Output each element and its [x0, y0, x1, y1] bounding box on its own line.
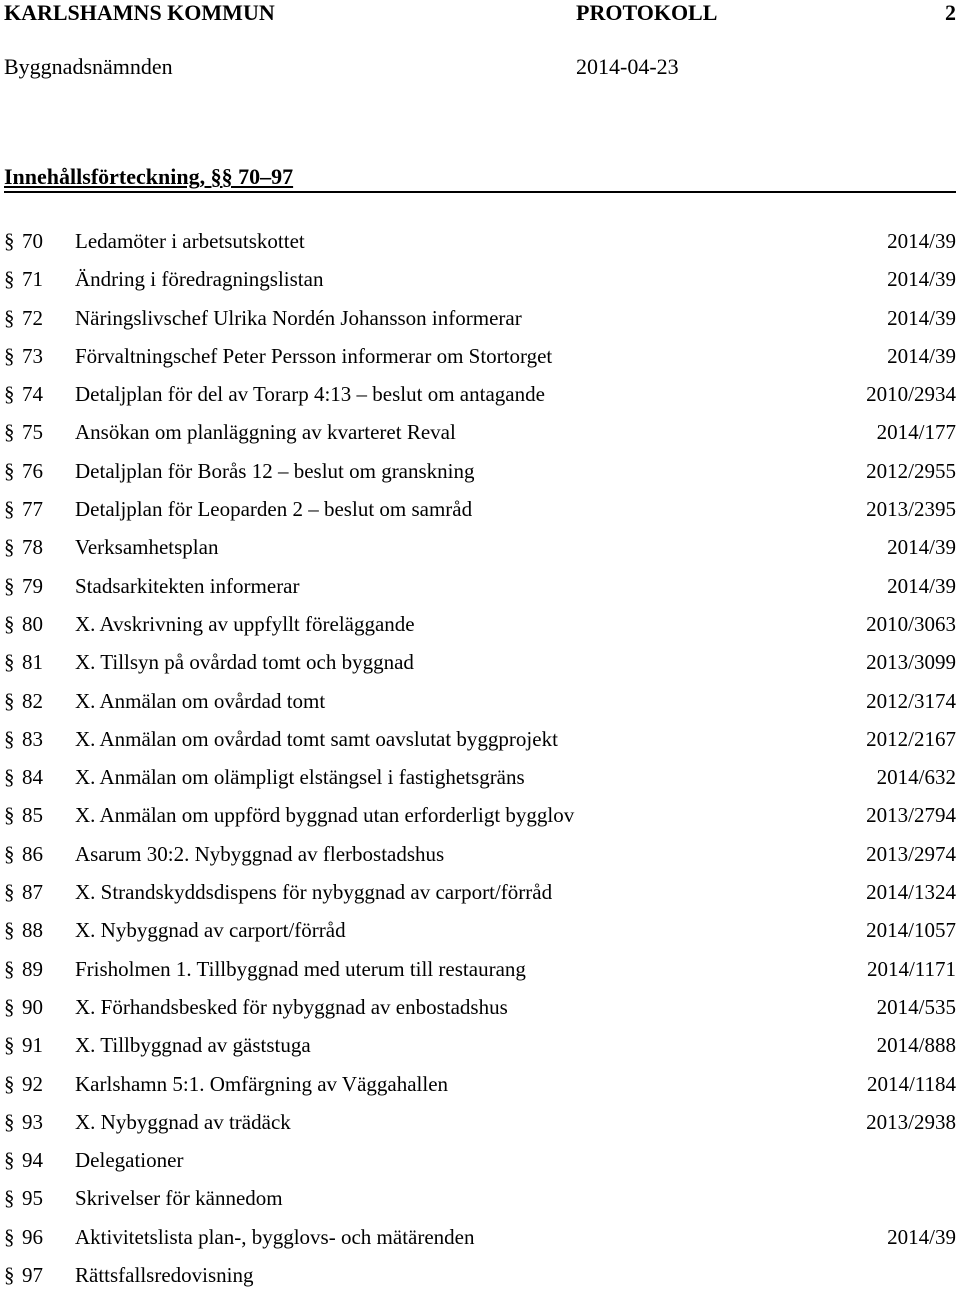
toc-item — [0, 913, 960, 951]
section-symbol: § — [4, 688, 15, 713]
toc-item — [0, 684, 960, 722]
diary-number: 2014/39 — [887, 1224, 956, 1249]
item-title: Detaljplan för Leoparden 2 – beslut om samråd — [75, 497, 473, 522]
paragraph-number: 71 — [22, 267, 43, 292]
section-symbol: § — [4, 382, 15, 407]
document-type: PROTOKOLL — [576, 0, 718, 25]
section-symbol: § — [4, 573, 15, 598]
diary-number: 2014/1171 — [866, 956, 956, 981]
paragraph-number: 95 — [22, 1186, 43, 1211]
section-symbol: § — [4, 994, 15, 1019]
diary-number: 2014/888 — [876, 1033, 956, 1058]
paragraph-number: 89 — [22, 956, 43, 981]
section-symbol: § — [4, 956, 15, 981]
section-symbol: § — [4, 1224, 15, 1249]
diary-number: 2014/1184 — [866, 1071, 956, 1096]
toc-item — [0, 339, 960, 377]
document-subheader — [4, 54, 956, 82]
item-title: X. Anmälan om olämpligt elstängsel i fastighetsgräns — [75, 765, 525, 790]
diary-number: 2013/3099 — [866, 650, 956, 675]
section-symbol: § — [4, 1033, 15, 1058]
toc-item — [0, 262, 960, 300]
toc-item — [0, 645, 960, 683]
toc-item — [0, 1067, 960, 1105]
section-symbol: § — [4, 918, 15, 943]
item-title: Aktivitetslista plan-, bygglovs- och mätärenden — [75, 1224, 475, 1249]
diary-number: 2014/39 — [887, 305, 956, 330]
section-symbol: § — [4, 343, 15, 368]
paragraph-number: 97 — [22, 1263, 43, 1288]
item-title: Ledamöter i arbetsutskottet — [75, 229, 305, 253]
section-symbol: § — [4, 305, 15, 330]
item-title: Verksamhetsplan — [75, 535, 219, 560]
toc-item — [0, 875, 960, 913]
paragraph-number: 84 — [22, 765, 43, 790]
toc-item — [0, 1143, 960, 1181]
paragraph-number: 88 — [22, 918, 43, 943]
paragraph-number: 94 — [22, 1148, 43, 1173]
paragraph-number: 83 — [22, 726, 43, 751]
toc-item — [0, 301, 960, 339]
diary-number: 2014/39 — [887, 343, 956, 368]
paragraph-number: 74 — [22, 382, 43, 407]
item-title: Frisholmen 1. Tillbyggnad med uterum till restaurang — [75, 956, 526, 981]
item-title: X. Anmälan om ovårdad tomt samt oavslutat byggprojekt — [75, 726, 558, 751]
toc-item — [0, 760, 960, 798]
paragraph-number: 79 — [22, 573, 43, 598]
toc-item — [0, 1258, 960, 1296]
toc-item — [0, 952, 960, 990]
diary-number: 2010/2934 — [866, 382, 956, 407]
section-symbol: § — [4, 880, 15, 905]
section-symbol: § — [4, 765, 15, 790]
item-title: Asarum 30:2. Nybyggnad av flerbostadshus — [75, 841, 445, 866]
toc-item — [0, 569, 960, 607]
item-title: Delegationer — [75, 1148, 184, 1173]
section-symbol: § — [4, 1148, 15, 1173]
paragraph-number: 75 — [22, 420, 43, 445]
diary-number: 2012/2167 — [866, 726, 956, 751]
section-symbol: § — [4, 267, 15, 292]
section-symbol: § — [4, 458, 15, 483]
item-title: Stadsarkitekten informerar — [75, 573, 300, 598]
diary-number: 2014/177 — [876, 420, 956, 445]
item-title: Förvaltningschef Peter Persson informerar om Stortorget — [75, 343, 553, 368]
toc-item — [0, 1220, 960, 1258]
toc-item — [0, 990, 960, 1028]
page-number: 2 — [945, 0, 956, 25]
item-title: Detaljplan för del av Torarp 4:13 – beslut om antagande — [75, 382, 545, 407]
document-header — [4, 0, 956, 28]
diary-number: 2014/535 — [876, 994, 956, 1019]
diary-number: 2010/3063 — [866, 611, 956, 636]
paragraph-number: 85 — [22, 803, 43, 828]
section-symbol: § — [4, 420, 15, 445]
section-symbol: § — [4, 1109, 15, 1134]
diary-number: 2013/2974 — [866, 841, 956, 866]
toc-item — [0, 224, 960, 262]
diary-number: 2013/2395 — [866, 497, 956, 522]
board-name: Byggnadsnämnden — [4, 54, 173, 79]
section-symbol: § — [4, 650, 15, 675]
diary-number: 2012/3174 — [866, 688, 956, 713]
item-title: X. Strandskyddsdispens för nybyggnad av carport/förråd — [75, 880, 553, 905]
paragraph-number: 76 — [22, 458, 43, 483]
toc-item — [0, 798, 960, 836]
paragraph-number: 93 — [22, 1109, 43, 1134]
item-title: X. Anmälan om ovårdad tomt — [75, 688, 326, 713]
toc-item — [0, 454, 960, 492]
item-title: X. Nybyggnad av carport/förråd — [75, 918, 346, 943]
section-symbol: § — [4, 1263, 15, 1288]
paragraph-number: 92 — [22, 1071, 43, 1096]
item-title: X. Anmälan om uppförd byggnad utan erforderligt bygglov — [75, 803, 575, 828]
toc-item — [0, 1181, 960, 1219]
section-symbol: § — [4, 1071, 15, 1096]
toc-title-text: Innehållsförteckning, §§ 70–97 — [4, 164, 294, 189]
toc-item — [0, 492, 960, 530]
paragraph-number: 86 — [22, 841, 43, 866]
item-title: Rättsfallsredovisning — [75, 1263, 254, 1288]
item-title: Detaljplan för Borås 12 – beslut om granskning — [75, 458, 475, 483]
paragraph-number: 77 — [22, 497, 43, 522]
section-symbol: § — [4, 841, 15, 866]
diary-number: 2014/1324 — [866, 880, 956, 905]
section-symbol: § — [4, 535, 15, 560]
paragraph-number: 80 — [22, 611, 43, 636]
section-symbol: § — [4, 497, 15, 522]
toc-item — [0, 837, 960, 875]
paragraph-number: 72 — [22, 305, 43, 330]
section-symbol: § — [4, 229, 15, 253]
toc-item — [0, 1028, 960, 1066]
section-symbol: § — [4, 611, 15, 636]
paragraph-number: 87 — [22, 880, 43, 905]
item-title: X. Förhandsbesked för nybyggnad av enbostadshus — [75, 994, 508, 1019]
diary-number: 2014/39 — [887, 573, 956, 598]
paragraph-number: 91 — [22, 1033, 43, 1058]
item-title: Näringslivschef Ulrika Nordén Johansson informerar — [75, 305, 522, 330]
section-symbol: § — [4, 1186, 15, 1211]
toc-item — [0, 530, 960, 568]
toc-item — [0, 415, 960, 453]
toc-item — [0, 377, 960, 415]
item-title: X. Avskrivning av uppfyllt föreläggande — [75, 611, 415, 636]
diary-number: 2012/2955 — [866, 458, 956, 483]
diary-number: 2014/1057 — [866, 918, 956, 943]
section-symbol: § — [4, 803, 15, 828]
paragraph-number: 90 — [22, 994, 43, 1019]
diary-number: 2013/2938 — [866, 1109, 956, 1134]
section-symbol: § — [4, 726, 15, 751]
municipality-name: KARLSHAMNS KOMMUN — [4, 0, 275, 25]
item-title: X. Tillbyggnad av gäststuga — [75, 1033, 311, 1058]
item-title: Skrivelser för kännedom — [75, 1186, 283, 1211]
toc-item — [0, 607, 960, 645]
toc-list — [0, 224, 960, 1296]
paragraph-number: 96 — [22, 1224, 43, 1249]
paragraph-number: 81 — [22, 650, 43, 675]
paragraph-number: 78 — [22, 535, 43, 560]
item-title: X. Nybyggnad av trädäck — [75, 1109, 291, 1134]
paragraph-number: 82 — [22, 688, 43, 713]
diary-number: 2013/2794 — [866, 803, 956, 828]
toc-item — [0, 722, 960, 760]
diary-number: 2014/39 — [887, 267, 956, 292]
toc-title — [4, 163, 956, 193]
meeting-date: 2014-04-23 — [576, 54, 679, 79]
item-title: Karlshamn 5:1. Omfärgning av Väggahallen — [75, 1071, 449, 1096]
diary-number: 2014/39 — [887, 535, 956, 560]
paragraph-number: 73 — [22, 343, 43, 368]
toc-item — [0, 1105, 960, 1143]
diary-number: 2014/632 — [876, 765, 956, 790]
item-title: X. Tillsyn på ovårdad tomt och byggnad — [75, 650, 414, 675]
item-title: Ansökan om planläggning av kvarteret Reval — [75, 420, 456, 445]
paragraph-number: 70 — [22, 229, 43, 253]
item-title: Ändring i föredragningslistan — [75, 267, 324, 292]
diary-number: 2014/39 — [887, 229, 956, 253]
